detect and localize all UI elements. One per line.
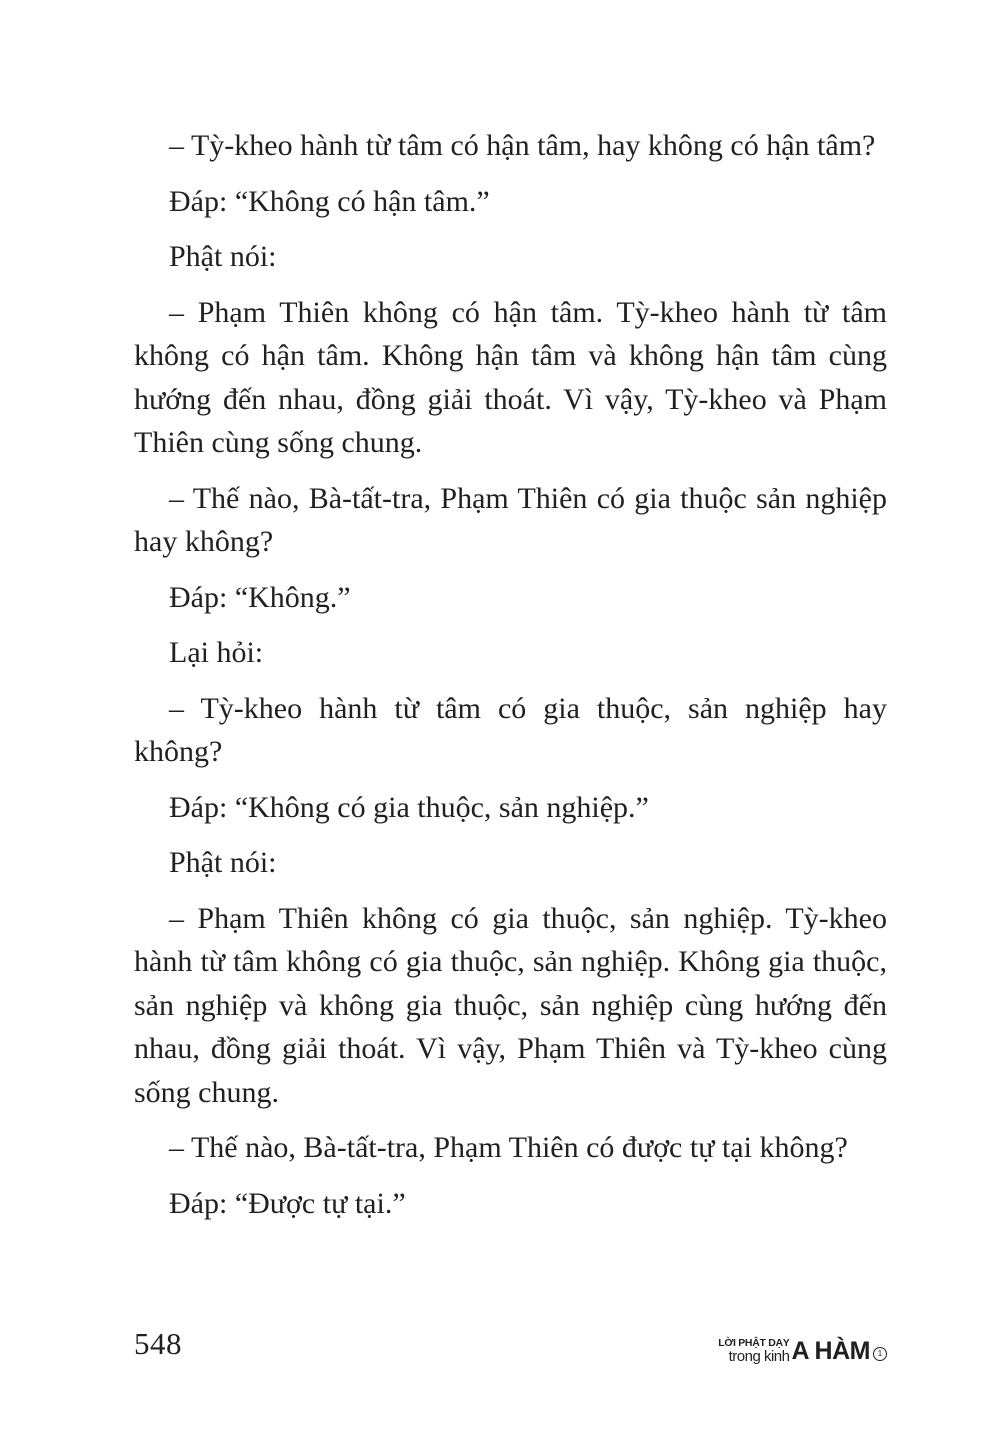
- paragraph: Phật nói:: [169, 846, 277, 879]
- paragraph: Đáp: “Không có hận tâm.”: [169, 184, 490, 218]
- paragraph: – Phạm Thiên không có gia thuộc, sản nghiệp. Tỳ-kheo hành từ tâm không có gia thuộc, sản nghiệp. Không gia thuộc, sản nghiệp và không gia thuộc, sản nghiệp cùng hướng đến nhau, đồng giải thoát. Vì vậy, Phạm Thiên và Tỳ-kheo cùng sống chung.: [134, 901, 887, 1109]
- paragraph: Đáp: “Không có gia thuộc, sản nghiệp.”: [169, 790, 649, 824]
- paragraph: Đáp: “Được tự tại.”: [169, 1186, 406, 1220]
- paragraph: Đáp: “Không.”: [169, 580, 351, 614]
- page-number: 548: [134, 1326, 182, 1361]
- book-title-line1: LỜI PHẬT DẠY: [718, 1336, 790, 1349]
- book-title-subtitle: [718, 1338, 789, 1365]
- paragraph: – Thế nào, Bà-tất-tra, Phạm Thiên có gia thuộc sản nghiệp hay không?: [134, 481, 887, 558]
- paragraph: – Thế nào, Bà-tất-tra, Phạm Thiên có được tự tại không?: [169, 1131, 848, 1164]
- paragraph: – Tỳ-kheo hành từ tâm có gia thuộc, sản nghiệp hay không?: [134, 691, 887, 768]
- paragraph: Phật nói:: [169, 240, 277, 273]
- paragraph: – Tỳ-kheo hành từ tâm có hận tâm, hay không có hận tâm?: [169, 129, 876, 162]
- page-body: [134, 124, 887, 1237]
- paragraph: – Phạm Thiên không có hận tâm. Tỳ-kheo hành từ tâm không có hận tâm. Không hận tâm và không hận tâm cùng hướng đến nhau, đồng giải thoát. Vì vậy, Tỳ-kheo và Phạm Thiên cùng sống chung.: [134, 295, 887, 459]
- book-title-line2: trong kinh: [728, 1348, 790, 1365]
- volume-number-badge: 1: [873, 1347, 887, 1361]
- page-footer: [134, 1322, 887, 1372]
- paragraph: Lại hỏi:: [169, 636, 264, 669]
- book-title-logo: [718, 1328, 887, 1364]
- book-title-main: A HÀM: [791, 1337, 870, 1365]
